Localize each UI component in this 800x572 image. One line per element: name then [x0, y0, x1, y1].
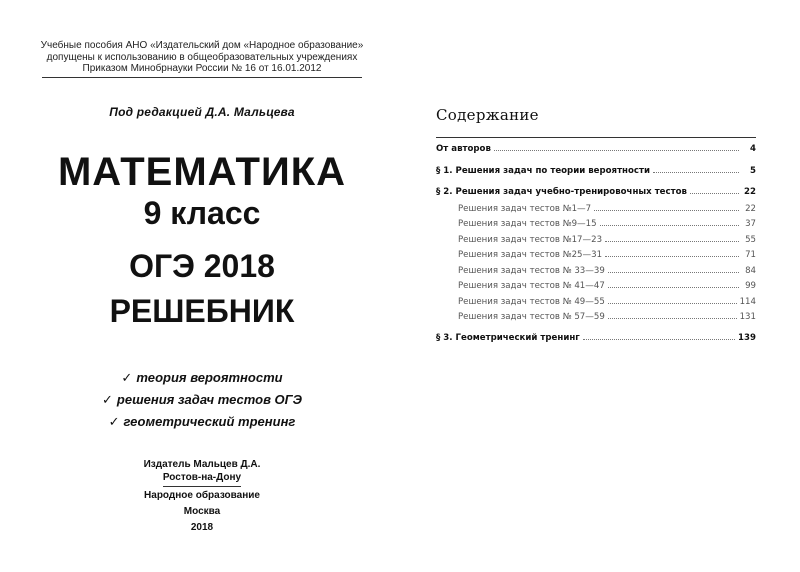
toc-entry-label: Решения задач тестов № 41—47 [458, 281, 605, 291]
toc-subentry [436, 250, 756, 264]
toc-entry-page: 131 [739, 312, 756, 322]
toc-subentry [436, 235, 756, 249]
dot-leader [605, 250, 739, 257]
toc-entry-page: 55 [745, 235, 756, 245]
copublisher-name: Народное образование [144, 490, 260, 501]
approval-line: допущены к использованию в общеобразовательных учреждениях [46, 51, 358, 63]
dot-leader [494, 144, 739, 151]
toc-subentry [436, 266, 756, 280]
copublisher-city: Москва [183, 506, 221, 517]
left-page [40, 0, 364, 572]
dot-leader [690, 187, 739, 194]
approval-line: Приказом Минобрнауки России № 16 от 16.01.2012 [82, 63, 322, 74]
dot-leader [653, 166, 739, 173]
feature-label: теория вероятности [136, 370, 283, 385]
toc-entry-label: Решения задач тестов №17—23 [458, 235, 603, 245]
toc-entry-label: § 3. Геометрический тренинг [436, 333, 580, 343]
book-subtitle: РЕШЕБНИК [109, 293, 295, 329]
toc-entry-label: Решения задач тестов №1—7 [458, 204, 592, 214]
toc-entry-label: § 1. Решения задач по теории вероятности [436, 166, 650, 176]
feature-label: геометрический тренинг [123, 414, 296, 429]
toc-entry-label: Решения задач тестов № 49—55 [458, 297, 605, 307]
toc-entry-label: От авторов [436, 144, 491, 154]
dot-leader [608, 266, 739, 273]
toc-entry [436, 187, 756, 201]
checkmark-icon: ✓ [121, 370, 133, 385]
toc-entry-page: 99 [745, 281, 756, 291]
approval-notice [40, 40, 364, 75]
feature-label: решения задач тестов ОГЭ [116, 392, 302, 407]
publisher-block [40, 459, 364, 487]
publisher-city: Ростов-на-Дону [163, 472, 241, 488]
copublisher-block [40, 488, 364, 536]
book-title: МАТЕМАТИКА [57, 150, 347, 194]
approval-line: Учебные пособия АНО «Издательский дом «Народное образование» [40, 40, 364, 51]
dot-leader [605, 235, 739, 242]
toc-entry-page: 139 [738, 333, 756, 343]
grade-label: 9 класс [143, 195, 261, 231]
toc-entry [436, 144, 756, 158]
toc-subentry [436, 219, 756, 233]
toc-entry-page: 71 [745, 250, 756, 260]
toc-entry-page: 114 [739, 297, 756, 307]
feature-item [40, 389, 364, 411]
toc-entry-label: Решения задач тестов № 57—59 [458, 312, 605, 322]
divider [436, 137, 756, 138]
publication-year: 2018 [190, 522, 214, 533]
checkmark-icon: ✓ [108, 414, 120, 429]
editor-credit: Под редакцией Д.А. Мальцева [109, 105, 295, 119]
feature-item [40, 411, 364, 433]
toc-entry-label: Решения задач тестов № 33—39 [458, 266, 605, 276]
feature-item [40, 367, 364, 389]
toc-entry-page: 22 [744, 187, 756, 197]
toc-entry-label: Решения задач тестов №9—15 [458, 219, 597, 229]
toc-entry-page: 22 [745, 204, 756, 214]
checkmark-icon: ✓ [102, 392, 113, 407]
toc-subentry [436, 312, 756, 326]
toc-heading: Содержание [436, 106, 539, 124]
dot-leader [583, 333, 735, 340]
toc-subentry [436, 204, 756, 218]
feature-list [40, 367, 364, 433]
toc-entry [436, 166, 756, 180]
toc-entry-label: Решения задач тестов №25—31 [458, 250, 603, 260]
toc-entry-page: 4 [750, 144, 756, 154]
toc-entry [436, 333, 756, 347]
dot-leader [608, 281, 739, 288]
dot-leader [600, 219, 739, 226]
dot-leader [608, 297, 737, 304]
right-page [436, 0, 756, 572]
toc-entry-page: 84 [745, 266, 756, 276]
exam-label: ОГЭ 2018 [129, 248, 275, 284]
divider [42, 77, 362, 78]
toc-entry-label: § 2. Решения задач учебно-тренировочных тестов [436, 187, 687, 197]
toc-subentry [436, 297, 756, 311]
dot-leader [608, 312, 737, 319]
dot-leader [594, 204, 739, 211]
toc-subentry [436, 281, 756, 295]
toc-entry-page: 37 [745, 219, 756, 229]
toc-entry-page: 5 [750, 166, 756, 176]
publisher-name: Издатель Мальцев Д.А. [143, 459, 261, 470]
